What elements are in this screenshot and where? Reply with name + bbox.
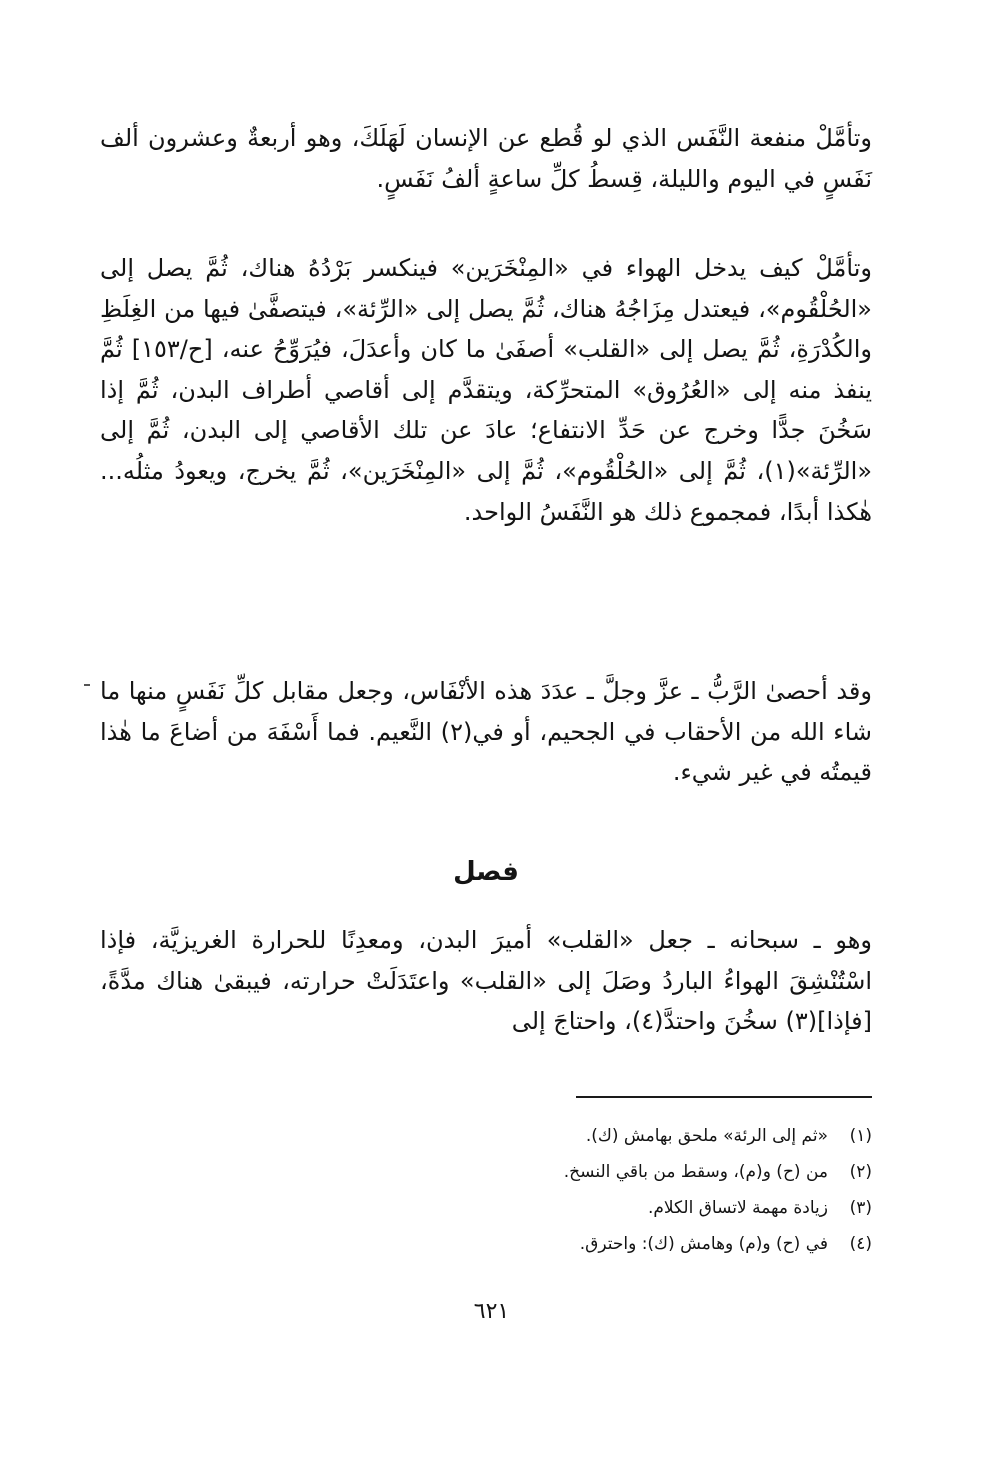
page-number: ٦٢١ [473, 1299, 510, 1324]
paragraph-2: وتأمَّلْ كيف يدخل الهواء في «المِنْخَرَين» فينكسر بَرْدُهُ هناك، ثُمَّ يصل إلى «الحُلْقُوم»، فيعتدل مِزَاجُهُ هناك، ثُمَّ يصل إلى «الرِّئة»، فيتصفَّىٰ فيها من الغِلَظِ والكُدْرَةِ، ثُمَّ يصل إلى «القلب» أصفَىٰ ما كان وأعدَلَ، فيُرَوِّحُ عنه، [ح/١٥٣] ثُمَّ ينفذ منه إلى «العُرُوق» المتحرِّكة، ويتقدَّم إلى أقاصي أطراف البدن، ثُمَّ إذا سَخُنَ جدًّا وخرج عن حَدِّ الانتفاع؛ عادَ عن تلك الأقاصي إلى البدن، ثُمَّ إلى «الرِّئة»(١)، ثُمَّ إلى «الحُلْقُوم»، ثُمَّ إلى «المِنْخَرَين»، ثُمَّ يخرج، ويعودُ مثلُه... هٰكذا أبدًا، فمجموع ذلك هو النَّفَسُ الواحد. [100, 254, 872, 526]
footnote-number: (٤) [849, 1234, 872, 1254]
paragraph-3: وقد أحصىٰ الرَّبُّ ـ عزَّ وجلَّ ـ عدَدَ هذه الأنْفَاس، وجعل مقابل كلِّ نَفَسٍ منها ما شاء الله من الأحقاب في الجحيم، أو في(٢) النَّعيم. فما أَسْفَهَ من أضاعَ ما هٰذا قيمتُه في غير شيء. [100, 677, 873, 787]
footnote-3 [100, 1190, 872, 1226]
section-heading: فصل [453, 857, 519, 887]
footnote-separator [576, 1096, 872, 1098]
footnote-2 [100, 1154, 872, 1190]
footnote-text: «ثم إلى الرئة» ملحق بهامش (ك). [585, 1126, 828, 1146]
footnote-text: من (ح) و(م)، وسقط من باقي النسخ. [563, 1162, 828, 1182]
footnote-4 [100, 1226, 872, 1262]
paragraph-4: وهو ـ سبحانه ـ جعل «القلب» أميرَ البدن، ومعدِنًا للحرارة الغريزيَّة، فإذا اسْتُنْشِقَ الهواءُ الباردُ وصَلَ إلى «القلب» واعتَدَلَتْ حرارته، فيبقىٰ هناك مدَّةً، [فإذا](٣) سخُنَ واحتدَّ(٤)، واحتاجَ إلى [100, 926, 872, 1036]
footnote-number: (٣) [849, 1198, 872, 1218]
footnote-number: (٢) [849, 1162, 872, 1182]
footnotes [100, 1118, 872, 1262]
margin-mark [84, 684, 90, 686]
footnote-1 [100, 1118, 872, 1154]
footnote-text: زيادة مهمة لاتساق الكلام. [647, 1198, 828, 1218]
paragraph-1: وتأمَّلْ منفعة النَّفَس الذي لو قُطع عن الإنسان لَهَلَكَ، وهو أربعةٌ وعشرون ألف نَفَسٍ في اليوم والليلة، قِسطُ كلِّ ساعةٍ ألفُ نَفَسٍ. [100, 124, 872, 193]
footnote-text: في (ح) و(م) وهامش (ك): واحترق. [579, 1234, 828, 1254]
footnote-number: (١) [849, 1126, 872, 1146]
